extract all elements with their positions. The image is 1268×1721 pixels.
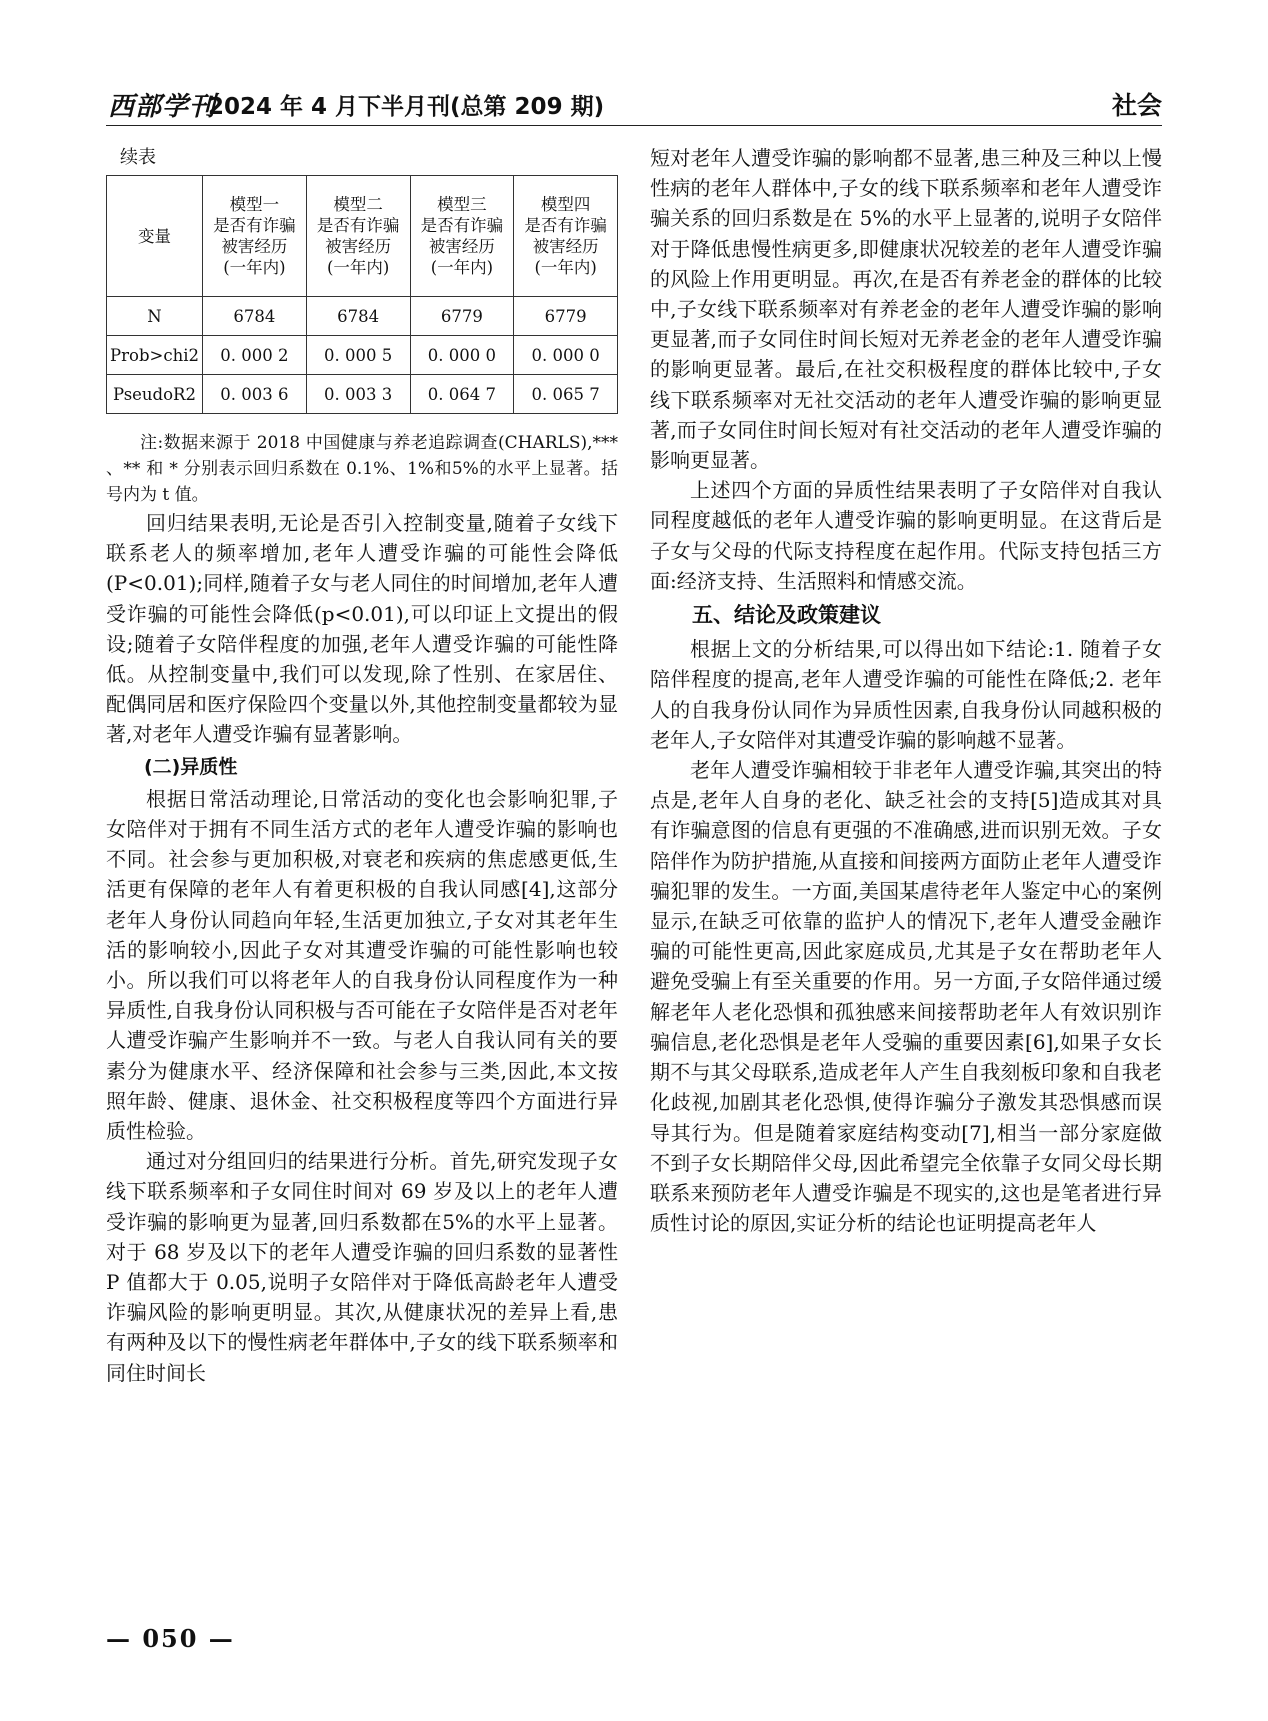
table-row bbox=[107, 375, 618, 414]
body-paragraph: 上述四个方面的异质性结果表明了子女陪伴对自我认同程度越低的老年人遭受诈骗的影响更明显。在这背后是子女与父母的代际支持程度在起作用。代际支持包括三方面:经济支持、生活照料和情感交流。 bbox=[650, 478, 1162, 593]
regression-table bbox=[106, 175, 618, 414]
table-header-variable: 变量 bbox=[107, 176, 203, 297]
journal-issue: 2024 年 4 月下半月刊(总第 209 期) bbox=[208, 94, 605, 120]
body-paragraph: 根据上文的分析结果,可以得出如下结论:1. 随着子女陪伴程度的提高,老年人遭受诈骗的可能性在降低;2. 老年人的自我身份认同作为异质性因素,自我身份认同越积极的老年人,子女陪伴对其遭受诈骗的影响越不显著。 bbox=[650, 637, 1162, 752]
section-heading: 五、结论及政策建议 bbox=[692, 603, 881, 628]
table-cell: 0. 064 7 bbox=[410, 375, 514, 414]
table-header-model: 模型四 是否有诈骗 被害经历 (一年内) bbox=[514, 176, 618, 297]
subsection-heading: (二)异质性 bbox=[144, 755, 238, 778]
table-cell: 6784 bbox=[203, 297, 307, 336]
right-column bbox=[650, 143, 1162, 1238]
table-cell: 0. 003 6 bbox=[203, 375, 307, 414]
table-header-model: 模型一 是否有诈骗 被害经历 (一年内) bbox=[203, 176, 307, 297]
table-cell: PseudoR2 bbox=[107, 375, 203, 414]
section-name: 社会 bbox=[1111, 91, 1162, 120]
table-cell: N bbox=[107, 297, 203, 336]
page-header bbox=[0, 0, 1268, 120]
table-cell: 0. 003 3 bbox=[306, 375, 410, 414]
table-cell: 0. 000 0 bbox=[410, 336, 514, 375]
body-paragraph: 老年人遭受诈骗相较于非老年人遭受诈骗,其突出的特点是,老年人自身的老化、缺乏社会的支持[5]造成其对具有诈骗意图的信息有更强的不准确感,进而识别无效。子女陪伴作为防护措施,从直接和间接两方面防止老年人遭受诈骗犯罪的发生。一方面,美国某虐待老年人鉴定中心的案例显示,在缺乏可依靠的监护人的情况下,老年人遭受金融诈骗的可能性更高,因此家庭成员,尤其是子女在帮助老年人避免受骗上有至关重要的作用。另一方面,子女陪伴通过缓解老年人老化恐惧和孤独感来间接帮助老年人有效识别诈骗信息,老化恐惧是老年人受骗的重要因素[6],如果子女长期不与其父母联系,造成老年人产生自我刻板印象和自我老化歧视,加剧其老化恐惧,使得诈骗分子激发其恐惧感而误导其行为。但是随着家庭结构变动[7],相当一部分家庭做不到子女长期陪伴父母,因此希望完全依靠子女同父母长期联系来预防老年人遭受诈骗是不现实的,这也是笔者进行异质性讨论的原因,实证分析的结论也证明提高老年人 bbox=[650, 758, 1162, 1236]
table-cell: 0. 000 2 bbox=[203, 336, 307, 375]
header-rule bbox=[106, 125, 1162, 126]
table-row bbox=[107, 336, 618, 375]
left-column bbox=[106, 143, 618, 1388]
table-cell: 6779 bbox=[410, 297, 514, 336]
table-cell: Prob>chi2 bbox=[107, 336, 203, 375]
table-cell: 0. 065 7 bbox=[514, 375, 618, 414]
table-header-model: 模型二 是否有诈骗 被害经历 (一年内) bbox=[306, 176, 410, 297]
table-note: 注:数据来源于 2018 中国健康与养老追踪调查(CHARLS),*** 、** 和 * 分别表示回归系数在 0.1%、1%和5%的水平上显著。括号内为 t 值。 bbox=[106, 433, 618, 505]
body-paragraph: 回归结果表明,无论是否引入控制变量,随着子女线下联系老人的频率增加,老年人遭受诈骗的可能性会降低(P<0.01);同样,随着子女与老人同住的时间增加,老年人遭受诈骗的可能性会降低(p<0.01),可以印证上文提出的假设;随着子女陪伴程度的加强,老年人遭受诈骗的可能性降低。从控制变量中,我们可以发现,除了性别、在家居住、配偶同居和医疗保险四个变量以外,其他控制变量都较为显著,对老年人遭受诈骗有显著影响。 bbox=[106, 511, 618, 747]
journal-logo: 西部学刊 bbox=[108, 92, 217, 122]
table-row bbox=[107, 297, 618, 336]
page-number: — 050 — bbox=[106, 1624, 235, 1653]
body-paragraph: 通过对分组回归的结果进行分析。首先,研究发现子女线下联系频率和子女同住时间对 69 岁及以上的老年人遭受诈骗的影响更为显著,回归系数都在5%的水平上显著。对于 68 岁及以下的老年人遭受诈骗的回归系数的显著性 P 值都大于 0.05,说明子女陪伴对于降低高龄老年人遭受诈骗风险的影响更明显。其次,从健康状况的差异上看,患有两种及以下的慢性病老年群体中,子女的线下联系频率和同住时间长 bbox=[106, 1149, 618, 1385]
table-cell: 0. 000 5 bbox=[306, 336, 410, 375]
body-paragraph: 短对老年人遭受诈骗的影响都不显著,患三种及三种以上慢性病的老年人群体中,子女的线下联系频率和老年人遭受诈骗关系的回归系数是在 5%的水平上显著的,说明子女陪伴对于降低患慢性病更多,即健康状况较差的老年人遭受诈骗的风险上作用更明显。再次,在是否有养老金的群体的比较中,子女线下联系频率对有养老金的老年人遭受诈骗的影响更显著,而子女同住时间长短对无养老金的老年人遭受诈骗的影响更显著。最后,在社交积极程度的群体比较中,子女线下联系频率对无社交活动的老年人遭受诈骗的影响更显著,而子女同住时间长短对有社交活动的老年人遭受诈骗的影响更显著。 bbox=[650, 146, 1162, 473]
table-header-row bbox=[107, 176, 618, 297]
table-caption: 续表 bbox=[120, 147, 156, 168]
table-cell: 0. 000 0 bbox=[514, 336, 618, 375]
body-paragraph: 根据日常活动理论,日常活动的变化也会影响犯罪,子女陪伴对于拥有不同生活方式的老年人遭受诈骗的影响也不同。社会参与更加积极,对衰老和疾病的焦虑感更低,生活更有保障的老年人有着更积极的自我认同感[4],这部分老年人身份认同趋向年轻,生活更加独立,子女对其老年生活的影响较小,因此子女对其遭受诈骗的可能性影响也较小。所以我们可以将老年人的自我身份认同程度作为一种异质性,自我身份认同积极与否可能在子女陪伴是否对老年人遭受诈骗产生影响并不一致。与老人自我认同有关的要素分为健康水平、经济保障和社会参与三类,因此,本文按照年龄、健康、退休金、社交积极程度等四个方面进行异质性检验。 bbox=[106, 786, 618, 1144]
table-cell: 6779 bbox=[514, 297, 618, 336]
table-header-model: 模型三 是否有诈骗 被害经历 (一年内) bbox=[410, 176, 514, 297]
table-cell: 6784 bbox=[306, 297, 410, 336]
